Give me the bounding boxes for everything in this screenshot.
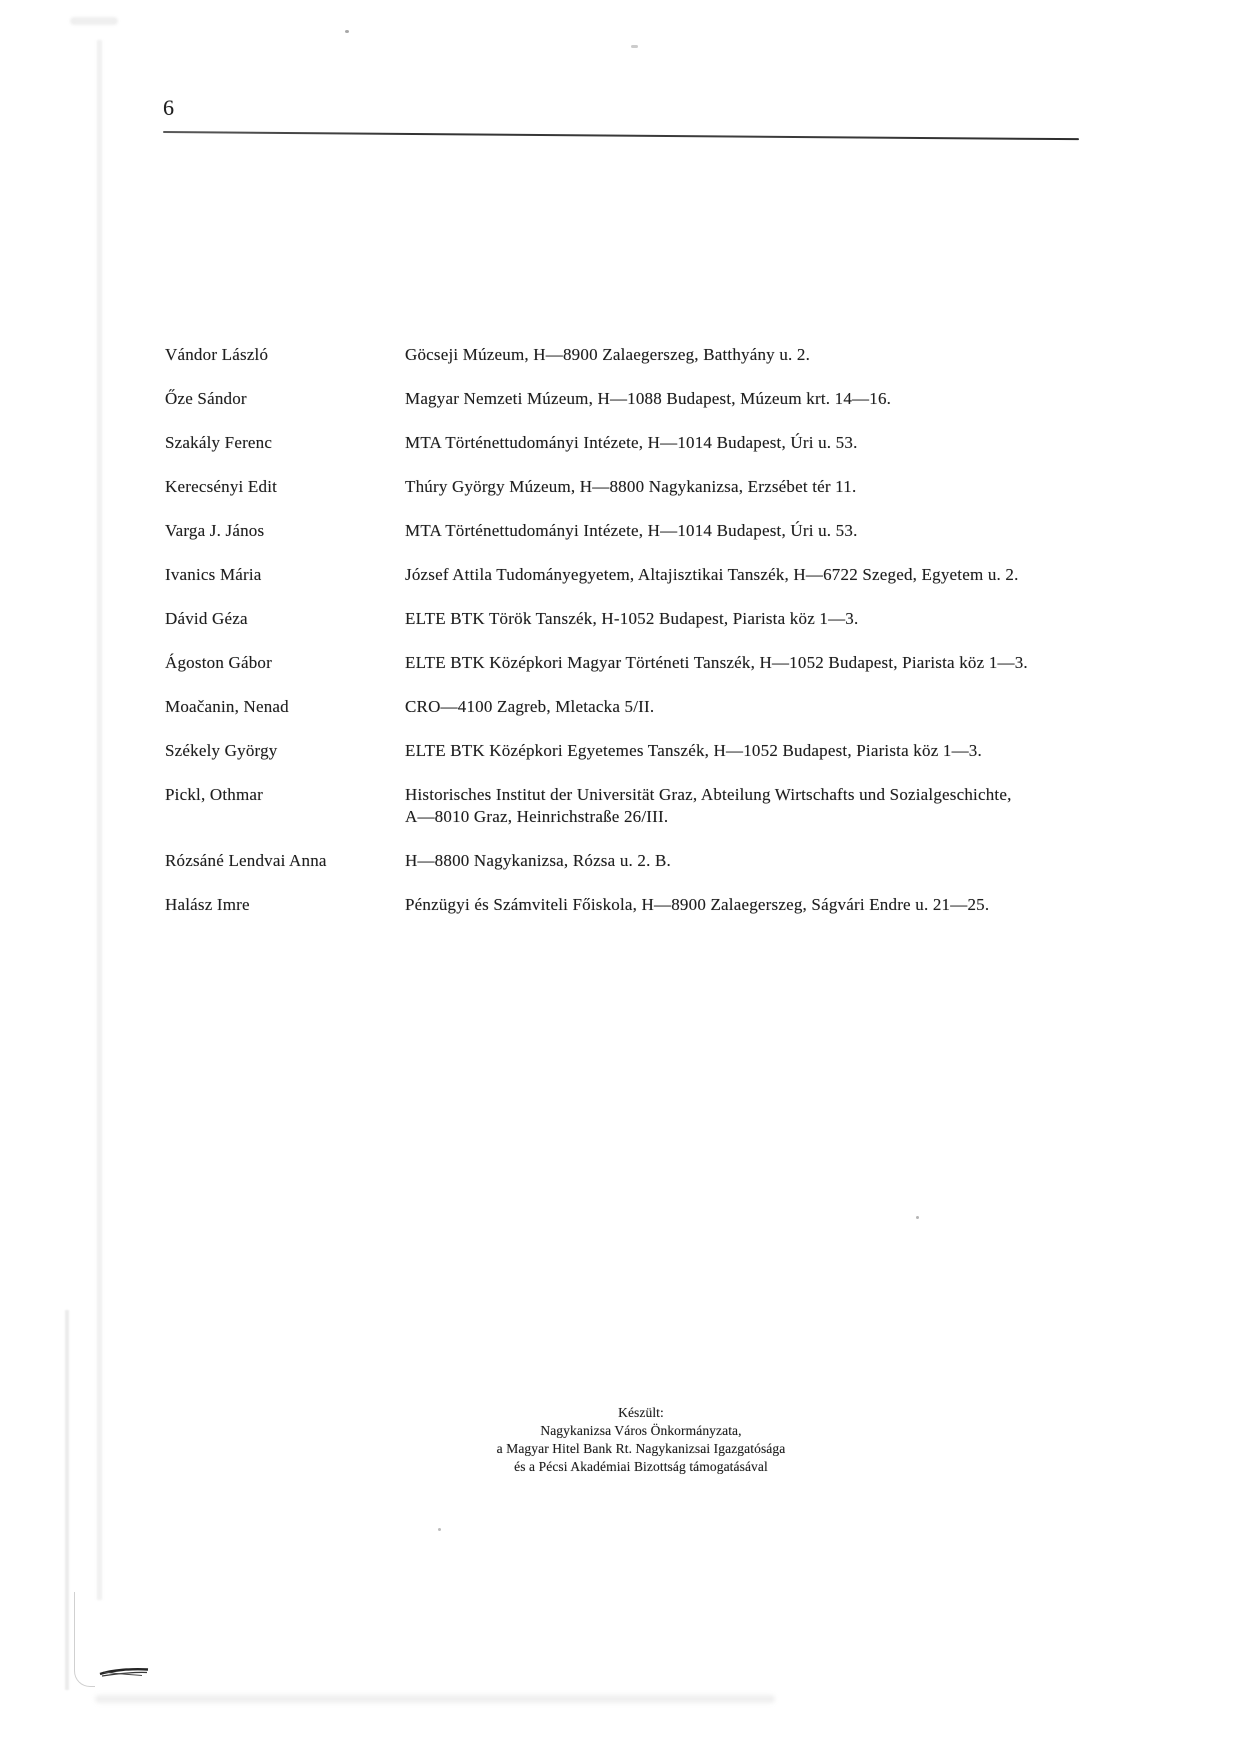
contributor-row [165, 432, 1185, 454]
contributor-affiliation [405, 608, 1185, 630]
contributor-affiliation [405, 520, 1185, 542]
contributor-affiliation [405, 696, 1185, 718]
colophon-line: Nagykanizsa Város Önkormányzata, [540, 1423, 742, 1438]
affiliation-line: ELTE BTK Török Tanszék, H-1052 Budapest, Piarista köz 1—3. [405, 609, 859, 628]
colophon-line: Készült: [618, 1405, 664, 1420]
contributor-affiliation [405, 894, 1185, 916]
contributor-row [165, 652, 1185, 674]
contributor-affiliation [405, 850, 1185, 872]
contributor-name: Moačanin, Nenad [165, 697, 289, 716]
contributor-name: Halász Imre [165, 895, 250, 914]
affiliation-line: ELTE BTK Középkori Egyetemes Tanszék, H—1052 Budapest, Piarista köz 1—3. [405, 741, 982, 760]
contributor-name: Dávid Géza [165, 609, 248, 628]
contributor-name: Székely György [165, 741, 278, 760]
contributor-affiliation [405, 652, 1185, 674]
affiliation-line: ELTE BTK Középkori Magyar Történeti Tanszék, H—1052 Budapest, Piarista köz 1—3. [405, 653, 1028, 672]
contributor-affiliation [405, 784, 1185, 828]
pen-scribble-mark [98, 1664, 150, 1680]
contributor-name: Pickl, Othmar [165, 785, 263, 804]
contributor-name: Kerecsényi Edit [165, 477, 278, 496]
scribble-strokes [98, 1664, 150, 1680]
contributor-name: Ivanics Mária [165, 565, 262, 584]
affiliation-line: A—8010 Graz, Heinrichstraße 26/III. [405, 807, 669, 826]
contributor-affiliation [405, 564, 1185, 586]
contributor-name: Szakály Ferenc [165, 433, 273, 452]
contributor-affiliation [405, 740, 1185, 762]
affiliation-line: Historisches Institut der Universität Graz, Abteilung Wirtschafts und Sozialgeschichte, [405, 785, 1012, 804]
scan-speck [916, 1216, 919, 1219]
affiliation-line: MTA Történettudományi Intézete, H—1014 Budapest, Úri u. 53. [405, 521, 858, 540]
page-corner-curl [74, 1592, 95, 1687]
page-number: 6 [163, 95, 174, 120]
contributor-affiliation [405, 432, 1185, 454]
contributor-row [165, 784, 1185, 828]
colophon [497, 1404, 786, 1476]
affiliation-line: József Attila Tudományegyetem, Altajisztikai Tanszék, H—6722 Szeged, Egyetem u. 2. [405, 565, 1019, 584]
contributor-name: Őze Sándor [165, 389, 247, 408]
scan-speck [438, 1528, 441, 1531]
contributor-affiliation [405, 344, 1185, 366]
contributor-name: Rózsáné Lendvai Anna [165, 851, 327, 870]
contributor-row [165, 520, 1185, 542]
scan-speck [345, 30, 349, 33]
affiliation-line: Pénzügyi és Számviteli Főiskola, H—8900 Zalaegerszeg, Ságvári Endre u. 21—25. [405, 895, 990, 914]
contributor-row [165, 476, 1185, 498]
contributor-name: Ágoston Gábor [165, 653, 272, 672]
scan-streak [65, 1310, 69, 1690]
contributor-affiliation [405, 476, 1185, 498]
contributor-name: Varga J. János [165, 521, 265, 540]
contributor-name: Vándor László [165, 345, 269, 364]
scan-smudge [70, 17, 118, 25]
scan-speck [631, 45, 638, 48]
contributor-list [165, 344, 1185, 938]
scan-shadow-band [95, 1695, 775, 1703]
affiliation-line: MTA Történettudományi Intézete, H—1014 Budapest, Úri u. 53. [405, 433, 858, 452]
contributor-affiliation [405, 388, 1185, 410]
contributor-row [165, 608, 1185, 630]
affiliation-line: Magyar Nemzeti Múzeum, H—1088 Budapest, Múzeum krt. 14—16. [405, 389, 892, 408]
affiliation-line: Thúry György Múzeum, H—8800 Nagykanizsa, Erzsébet tér 11. [405, 477, 857, 496]
header-rule [163, 131, 1079, 140]
contributor-row [165, 344, 1185, 366]
scan-streak [97, 40, 102, 1600]
colophon-line: és a Pécsi Akadémiai Bizottság támogatásával [514, 1459, 768, 1474]
colophon-line: a Magyar Hitel Bank Rt. Nagykanizsai Igazgatósága [496, 1441, 786, 1456]
affiliation-line: H—8800 Nagykanizsa, Rózsa u. 2. B. [405, 851, 672, 870]
affiliation-line: Göcseji Múzeum, H—8900 Zalaegerszeg, Batthyány u. 2. [405, 345, 811, 364]
affiliation-line: CRO—4100 Zagreb, Mletacka 5/II. [405, 697, 655, 716]
contributor-row [165, 740, 1185, 762]
contributor-row [165, 388, 1185, 410]
contributor-row [165, 894, 1185, 916]
contributor-row [165, 564, 1185, 586]
contributor-row [165, 696, 1185, 718]
contributor-row [165, 850, 1185, 872]
